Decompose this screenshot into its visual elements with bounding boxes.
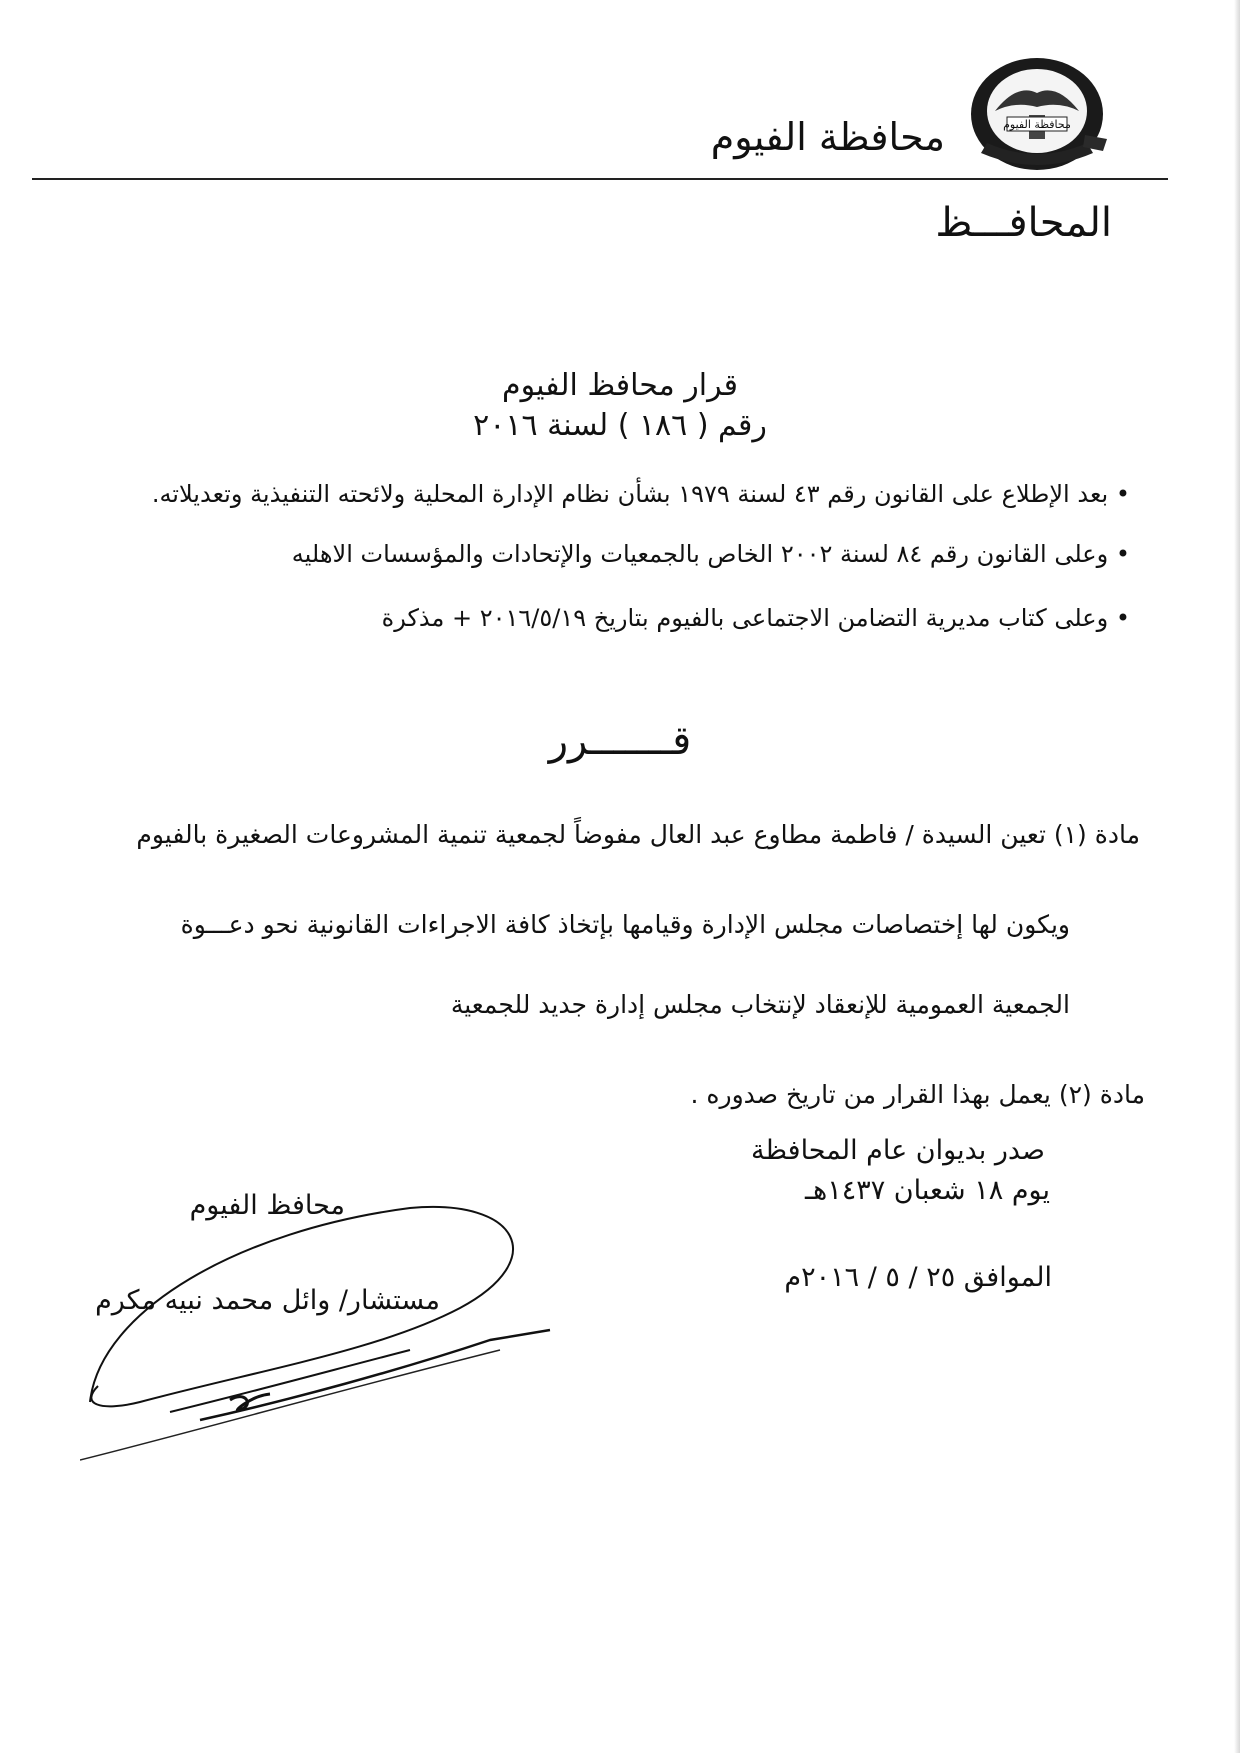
preamble-item-1: • بعد الإطلاع على القانون رقم ٤٣ لسنة ١٩٧٩ بشأن نظام الإدارة المحلية ولائحته التنفيذية وتعديلاته. <box>151 480 1130 508</box>
signatory-name: مستشار/ وائل محمد نبيه مكرم <box>95 1285 440 1316</box>
handwritten-signature <box>80 1190 570 1480</box>
article-2-line-1: مادة (٢) يعمل بهذا القرار من تاريخ صدوره . <box>690 1080 1145 1109</box>
issuance-hijri-date: يوم ١٨ شعبان ١٤٣٧هـ <box>805 1175 1050 1206</box>
eagle-seal-icon <box>967 55 1115 173</box>
header-rule <box>32 178 1168 180</box>
issuance-place: صدر بديوان عام المحافظة <box>751 1135 1045 1166</box>
decided-heading: قـــــــرر <box>548 718 692 764</box>
article-1-line-2: ويكون لها إختصاصات مجلس الإدارة وقيامها بإتخاذ كافة الاجراءات القانونية نحو دعـــوة <box>180 910 1070 939</box>
preamble-item-3: • وعلى كتاب مديرية التضامن الاجتماعى بالفيوم بتاريخ ٢٠١٦/٥/١٩ + مذكرة <box>381 604 1130 632</box>
org-name: محافظة الفيوم <box>710 115 945 159</box>
governor-title: المحافـــظ <box>935 200 1112 246</box>
preamble-item-2: • وعلى القانون رقم ٨٤ لسنة ٢٠٠٢ الخاص بالجمعيات والإتحادات والمؤسسات الاهليه <box>291 540 1130 568</box>
article-1-line-1: مادة (١) تعين السيدة / فاطمة مطاوع عبد العال مفوضاً لجمعية تنمية المشروعات الصغيرة بالفيوم <box>136 820 1140 849</box>
svg-text:محافظة الفيوم: محافظة الفيوم <box>1003 118 1071 131</box>
signatory-title: محافظ الفيوم <box>189 1190 345 1221</box>
article-1-line-3: الجمعية العمومية للإنعقاد لإنتخاب مجلس إدارة جديد للجمعية <box>450 990 1070 1019</box>
decree-number: رقم ( ١٨٦ ) لسنة ٢٠١٦ <box>473 408 767 443</box>
decree-title: قرار محافظ الفيوم <box>502 368 738 403</box>
issuance-gregorian-date: الموافق ٢٥ / ٥ / ٢٠١٦م <box>784 1262 1052 1293</box>
scan-edge <box>1234 0 1240 1753</box>
